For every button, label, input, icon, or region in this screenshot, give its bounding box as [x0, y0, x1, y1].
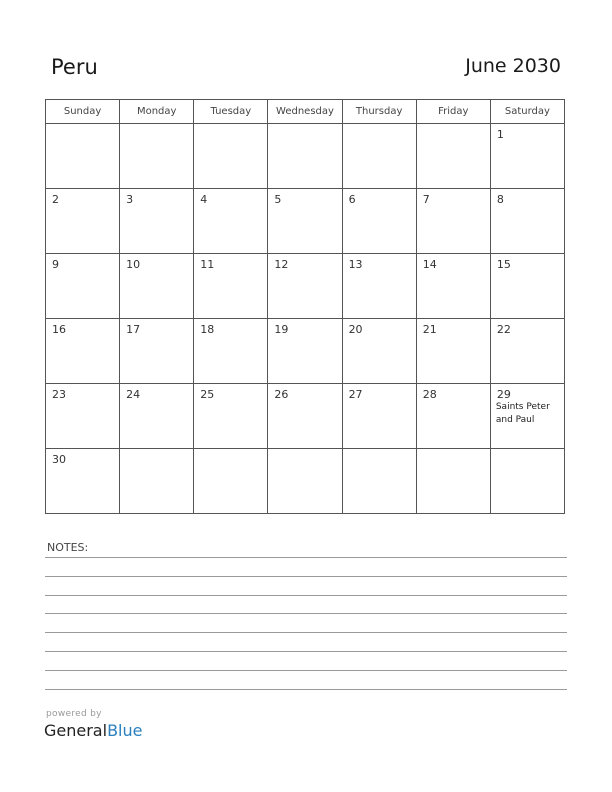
- day-cell: [268, 319, 342, 384]
- week-row: [46, 319, 565, 384]
- note-line: [45, 689, 567, 690]
- day-cell: [194, 319, 268, 384]
- day-cell: [342, 254, 416, 319]
- day-number: 21: [422, 323, 437, 336]
- day-cell: [416, 124, 490, 189]
- calendar-grid: [45, 99, 565, 514]
- day-number: 26: [274, 388, 289, 401]
- day-cell: [268, 189, 342, 254]
- day-cell: [194, 189, 268, 254]
- day-number: 18: [200, 323, 215, 336]
- day-number: 30: [52, 453, 66, 466]
- day-cell: [120, 384, 194, 449]
- day-number: 29: [496, 388, 511, 401]
- day-cell: [120, 449, 194, 514]
- day-cell: [490, 254, 564, 319]
- day-cell: [416, 449, 490, 514]
- day-number: 6: [348, 193, 356, 206]
- day-cell: [342, 319, 416, 384]
- month-title: June 2030: [465, 55, 561, 77]
- weekday-friday: Friday: [416, 100, 490, 124]
- day-number: 23: [52, 388, 66, 401]
- weekday-thursday: Thursday: [342, 100, 416, 124]
- day-number: 19: [274, 323, 289, 336]
- day-number: 27: [348, 388, 363, 401]
- note-line: [45, 557, 567, 558]
- day-number: 22: [496, 323, 511, 336]
- week-row: [46, 384, 565, 449]
- day-number: 3: [126, 193, 134, 206]
- brand-blue: Blue: [107, 721, 143, 740]
- day-number: 15: [496, 258, 511, 271]
- day-cell: [490, 384, 564, 449]
- weekday-tuesday: Tuesday: [194, 100, 268, 124]
- note-line: [45, 651, 567, 652]
- day-number: 20: [348, 323, 363, 336]
- note-line: [45, 670, 567, 671]
- note-line: [45, 632, 567, 633]
- day-number: 5: [274, 193, 282, 206]
- country-title: Peru: [51, 55, 98, 79]
- day-number: 8: [496, 193, 504, 206]
- day-cell: [416, 254, 490, 319]
- powered-by-text: powered by: [46, 709, 102, 719]
- day-cell: [120, 189, 194, 254]
- day-cell: [46, 254, 120, 319]
- day-number: 16: [52, 323, 66, 336]
- day-number: 14: [422, 258, 437, 271]
- day-cell: [46, 319, 120, 384]
- notes-label: NOTES:: [47, 541, 89, 554]
- note-line: [45, 595, 567, 596]
- day-cell: [416, 384, 490, 449]
- day-number: 17: [126, 323, 141, 336]
- day-number: 25: [200, 388, 215, 401]
- day-cell: [342, 189, 416, 254]
- day-cell: [120, 254, 194, 319]
- weekday-wednesday: Wednesday: [268, 100, 342, 124]
- day-cell: [416, 319, 490, 384]
- holiday-label: Saints Peter and Paul: [495, 402, 550, 425]
- weekday-sunday: Sunday: [46, 100, 120, 124]
- day-cell: [194, 449, 268, 514]
- week-row: [46, 124, 565, 189]
- day-cell: [46, 449, 120, 514]
- day-cell: [268, 254, 342, 319]
- day-number: 9: [52, 258, 59, 271]
- week-row: [46, 254, 565, 319]
- day-cell: [46, 384, 120, 449]
- day-cell: [268, 384, 342, 449]
- weekday-saturday: Saturday: [490, 100, 564, 124]
- day-number: 4: [200, 193, 208, 206]
- day-number: 1: [496, 128, 504, 141]
- day-cell: [120, 124, 194, 189]
- note-line: [45, 613, 567, 614]
- day-number: 11: [200, 258, 215, 271]
- day-number: 10: [126, 258, 141, 271]
- day-cell: [46, 189, 120, 254]
- weekday-header-row: [46, 100, 565, 124]
- weekday-monday: Monday: [120, 100, 194, 124]
- day-cell: [46, 124, 120, 189]
- day-cell: [342, 384, 416, 449]
- day-cell: [342, 449, 416, 514]
- note-line: [45, 576, 567, 577]
- day-cell: [194, 384, 268, 449]
- brand-logo: [44, 721, 142, 740]
- day-cell: [194, 254, 268, 319]
- day-number: 7: [422, 193, 430, 206]
- day-cell: [490, 189, 564, 254]
- day-cell: [416, 189, 490, 254]
- week-row: [46, 449, 565, 514]
- day-number: 28: [422, 388, 437, 401]
- day-cell: [268, 124, 342, 189]
- day-number: 2: [52, 193, 59, 206]
- day-cell: [194, 124, 268, 189]
- day-cell: [268, 449, 342, 514]
- day-number: 24: [126, 388, 141, 401]
- day-cell: [342, 124, 416, 189]
- day-number: 13: [348, 258, 363, 271]
- day-cell: [490, 124, 564, 189]
- day-cell: [490, 449, 564, 514]
- day-cell: [490, 319, 564, 384]
- week-row: [46, 189, 565, 254]
- day-cell: [120, 319, 194, 384]
- brand-general: General: [44, 721, 108, 740]
- day-number: 12: [274, 258, 289, 271]
